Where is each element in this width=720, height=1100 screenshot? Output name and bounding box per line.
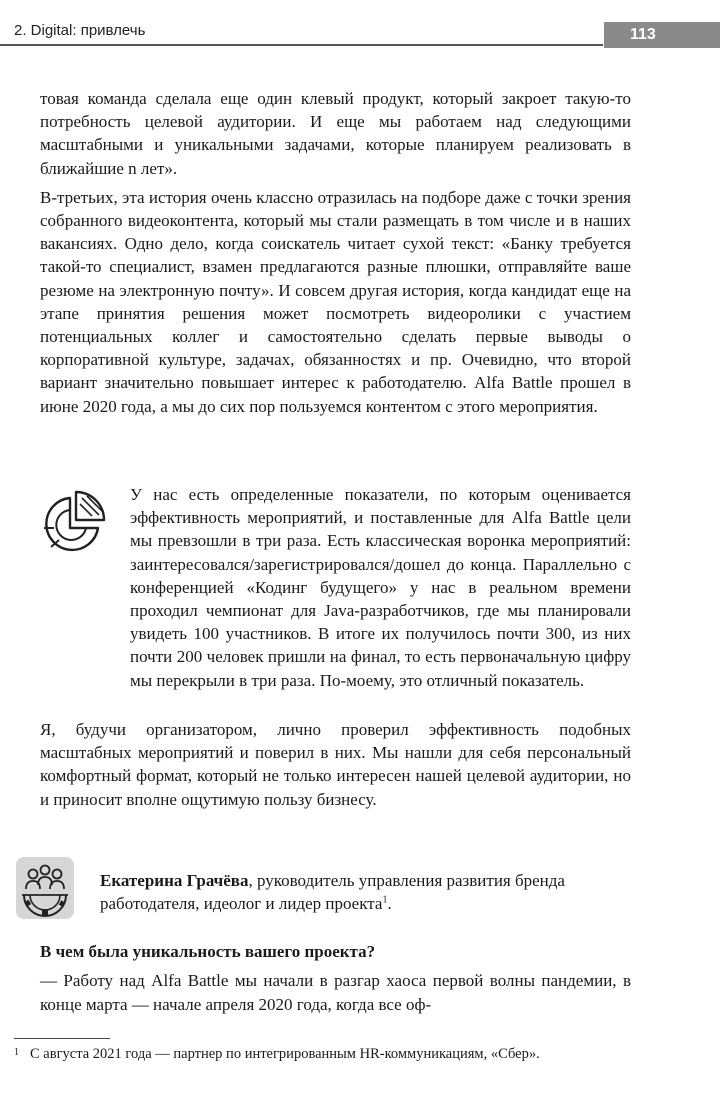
speaker-badge <box>16 857 74 919</box>
footnote-mark: 1 <box>14 1047 19 1058</box>
footnote-text: С августа 2021 года — партнер по интегрированным HR-коммуникациям, «Сбер». <box>30 1046 540 1062</box>
paragraph: Я, будучи организатором, лично проверил эффективность подобных масштабных мероприятий и поверил в них. Мы нашли для себя персональный комфортный формат, который не только интересен нашей целевой аудитории, но и приносит вполне ощутимую пользу бизнесу. <box>40 720 631 809</box>
running-head <box>0 0 720 50</box>
speaker-role: , руководитель управления развития бренда работодателя, идеолог и лидер проекта <box>100 871 565 913</box>
footnote-rule <box>14 1038 110 1039</box>
header-rule <box>0 44 603 46</box>
pie-chart-icon <box>36 484 112 560</box>
callout-text <box>130 483 631 698</box>
footnote-ref[interactable]: 1 <box>382 894 388 906</box>
body-text-middle <box>40 718 631 817</box>
team-gear-icon <box>16 857 74 919</box>
paragraph: товая команда сделала еще один клевый продукт, который закроет такую-то потребность целевой аудитории. И еще мы работаем над следующими масштабными и уникальными задачами, которые планируем реализовать в ближайшие n лет». <box>40 89 631 178</box>
section-title: 2. Digital: привлечь <box>14 22 146 39</box>
footnote <box>14 1045 634 1064</box>
paragraph: У нас есть определенные показатели, по которым оценивается эффективность мероприятий, и поставленные для Alfa Battle цели мы превзошли в три раза. Есть классическая воронка мероприятий: заинтересовался/зарегистрировался/дошел до конца. Параллельно с конференцией «Кодинг будущего» у нас в реальном времени проходил чемпионат для Java-разработчиков, где мы планировали увидеть 100 участников. В итоге их получилось почти 300, из них почти 200 человек пришли на финал, то есть первоначальную цифру мы перекрыли в три раза. По-моему, это отличный показатель. <box>130 485 631 690</box>
speaker-name: Екатерина Грачёва <box>100 871 249 890</box>
speaker-attribution: Екатерина Грачёва, руководитель управления развития бренда работодателя, идеолог и лидер проекта$^1$. <box>100 871 565 913</box>
interview-answer: — Работу над Alfa Battle мы начали в разгар хаоса первой волны пандемии, в конце марта — начале апреля 2020 года, когда все оф- <box>40 971 631 1014</box>
interview-question: В чем была уникальность вашего проекта? <box>40 942 376 961</box>
paragraph: В-третьих, эта история очень классно отразилась на подборе даже с точки зрения собранного видеоконтента, который мы стали размещать в том числе и в наших вакансиях. Одно дело, когда соискатель читает сухой текст: «Банку требуется такой-то специалист, взамен предлагаются разные плюшки, отправляйте ваше резюме на электронную почту». И совсем другая история, когда кандидат еще на этапе принятия решения может посмотреть видеоролики с участием потенциальных коллег и самостоятельно сделать первые выводы о корпоративной культуре, задачах, обязанностях и пр. Очевидно, что второй вариант значительно повышает интерес к работодателю. Alfa Battle прошел в июне 2020 года, а мы до сих пор пользуемся контентом с этого мероприятия. <box>40 187 631 416</box>
page-number: 113 <box>604 22 720 48</box>
body-text-top <box>40 87 631 424</box>
